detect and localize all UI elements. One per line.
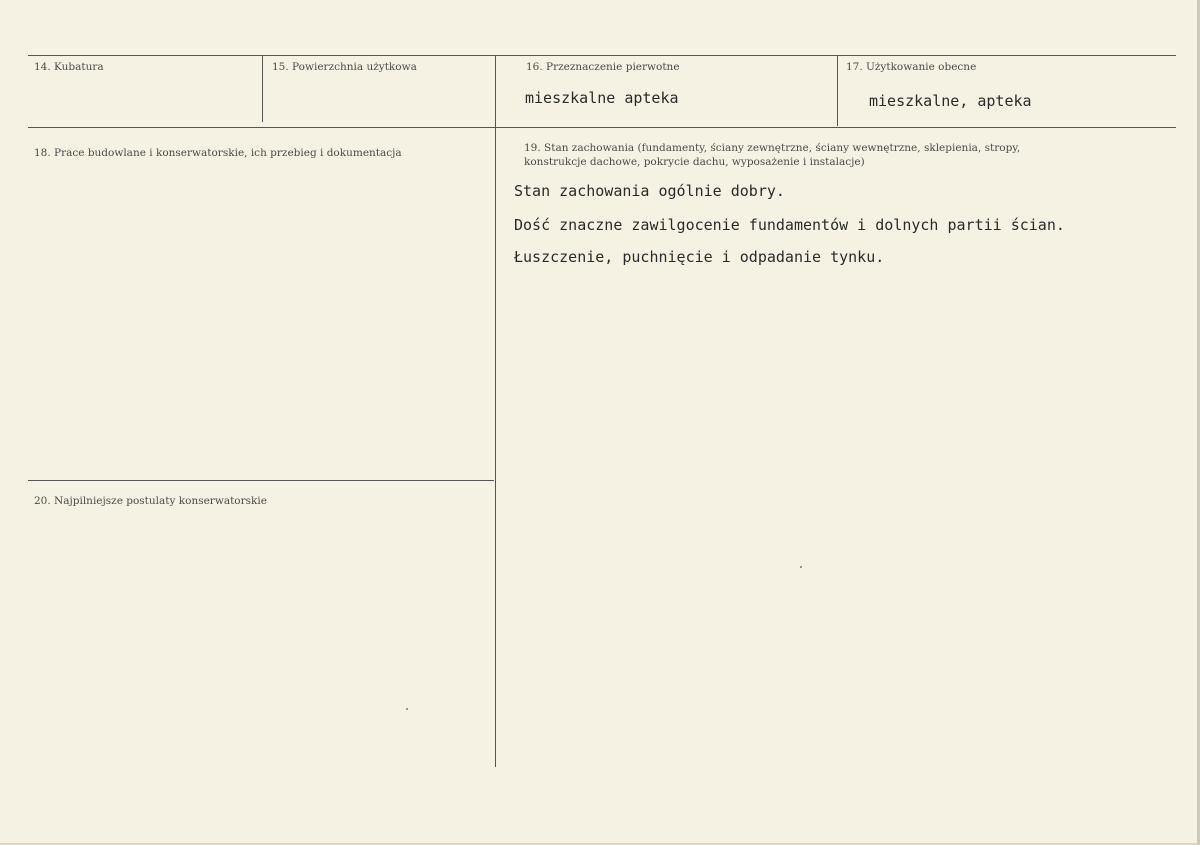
field-16-label: 16. Przeznaczenie pierwotne (526, 61, 680, 73)
field-20-label: 20. Najpilniejsze postulaty konserwatorskie (34, 495, 267, 507)
field-14-label: 14. Kubatura (34, 61, 104, 73)
col-divider-1 (262, 55, 263, 122)
field-19-line-3: Łuszczenie, puchnięcie i odpadanie tynku. (514, 248, 885, 266)
col-divider-3 (837, 55, 838, 126)
field-17-value: mieszkalne, apteka (869, 92, 1032, 110)
top-rule (28, 55, 1176, 56)
field-19-line-1: Stan zachowania ogólnie dobry. (514, 182, 785, 200)
row1-bottom-rule (28, 127, 1176, 128)
col-divider-2 (495, 55, 496, 767)
field-15-label: 15. Powierzchnia użytkowa (272, 61, 417, 73)
field-19-label: 19. Stan zachowania (fundamenty, ściany zewnętrzne, ściany wewnętrzne, sklepienia, stropy, konstrukcje dachowe, pokrycie dachu, wyposażenie i instalacje) (524, 142, 1021, 168)
field-17-label: 17. Użytkowanie obecne (846, 61, 977, 73)
row2-divider-rule (28, 480, 494, 481)
field-19-line-2: Dość znaczne zawilgocenie fundamentów i dolnych partii ścian. (514, 216, 1065, 234)
field-18-label: 18. Prace budowlane i konserwatorskie, ich przebieg i dokumentacja (34, 147, 402, 159)
paper-speck (406, 708, 408, 710)
field-16-value: mieszkalne apteka (525, 89, 679, 107)
paper-speck (800, 566, 802, 568)
